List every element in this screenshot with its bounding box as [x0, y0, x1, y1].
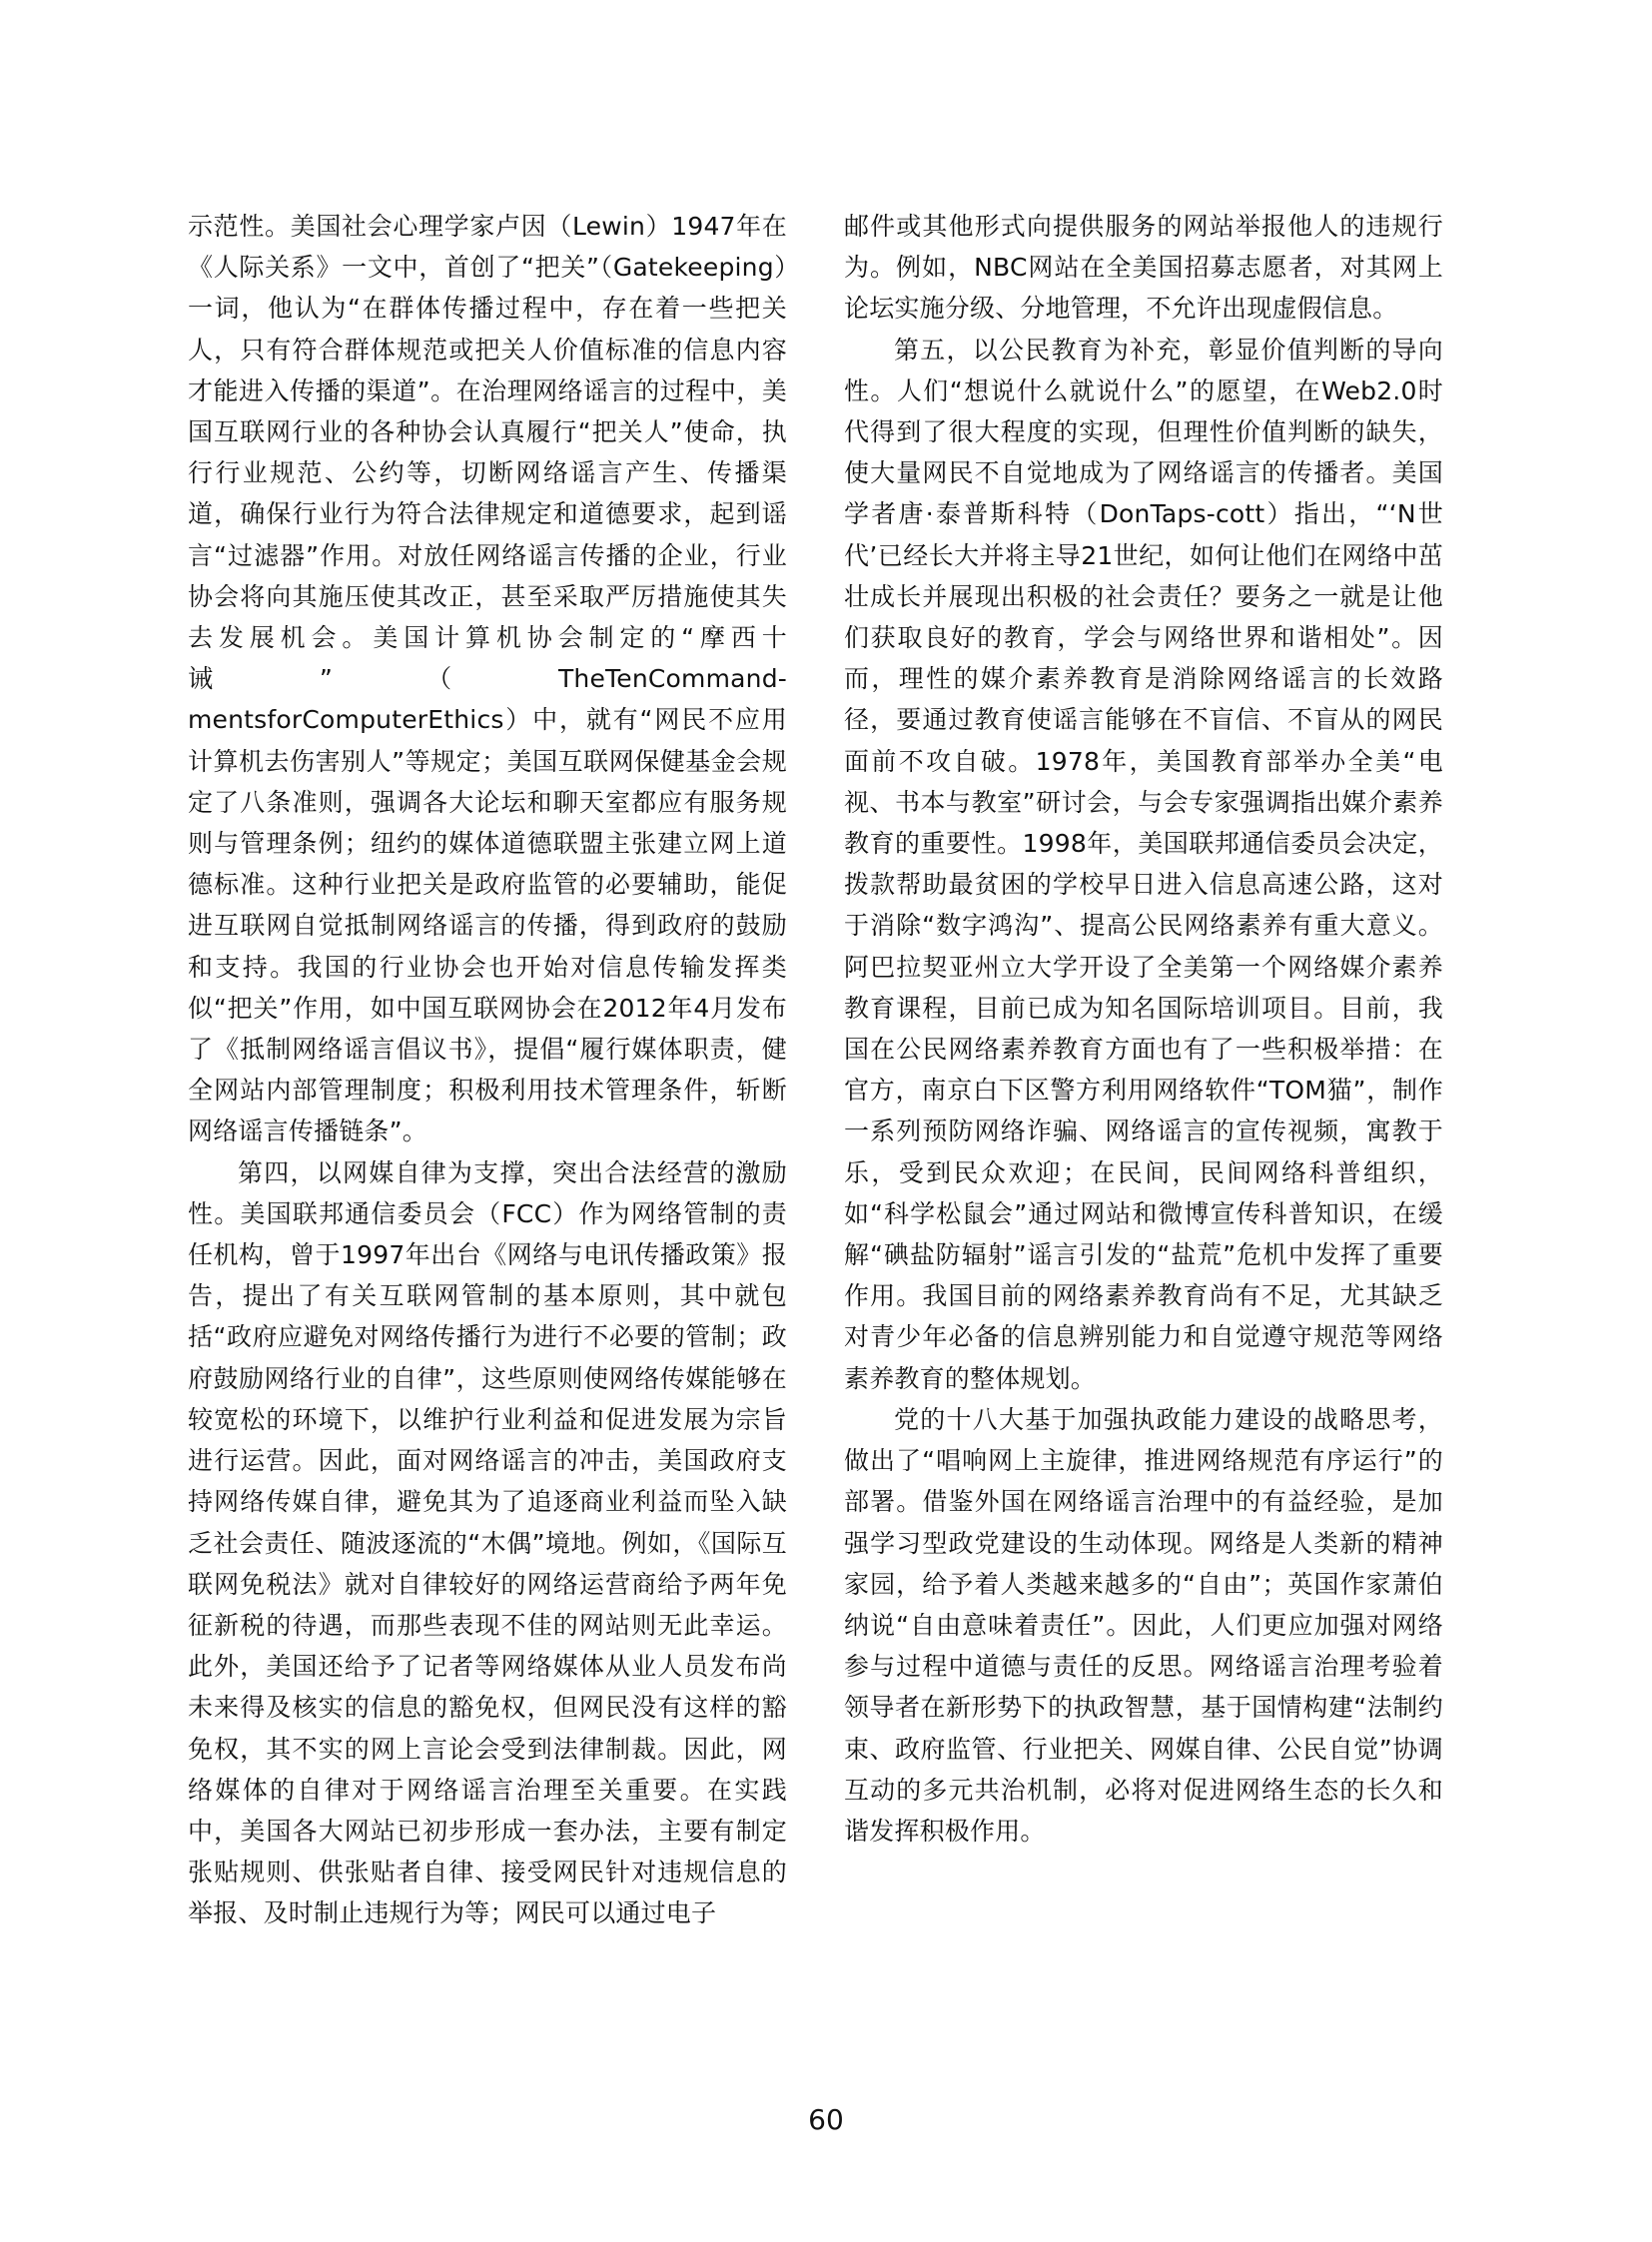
right-column	[844, 206, 1443, 1852]
page-number: 60	[808, 2103, 844, 2136]
paragraph: 邮件或其他形式向提供服务的网站举报他人的违规行为。例如，NBC网站在全美国招募志愿者，对其网上论坛实施分级、分地管理，不允许出现虚假信息。	[844, 212, 1443, 324]
paragraph: 第四，以网媒自律为支撑，突出合法经营的激励性。美国联邦通信委员会（FCC）作为网络管制的责任机构，曾于1997年出台《网络与电讯传播政策》报告，提出了有关互联网管制的基本原则，其中就包括“政府应避免对网络传播行为进行不必要的管制；政府鼓励网络行业的自律”，这些原则使网络传媒能够在较宽松的环境下，以维护行业利益和促进发展为宗旨进行运营。因此，面对网络谣言的冲击，美国政府支持网络传媒自律，避免其为了追逐商业利益而坠入缺乏社会责任、随波逐流的“木偶”境地。例如，《国际互联网免税法》就对自律较好的网络运营商给予两年免征新税的待遇，而那些表现不佳的网站则无此幸运。此外，美国还给予了记者等网络媒体从业人员发布尚未来得及核实的信息的豁免权，但网民没有这样的豁免权，其不实的网上言论会受到法律制裁。因此，网络媒体的自律对于网络谣言治理至关重要。在实践中，美国各大网站已初步形成一套办法，主要有制定张贴规则、供张贴者自律、接受网民针对违规信息的举报、及时制止违规行为等；网民可以通过电子	[188, 1157, 787, 1928]
paragraph: 党的十八大基于加强执政能力建设的战略思考，做出了“唱响网上主旋律，推进网络规范有序运行”的部署。借鉴外国在网络谣言治理中的有益经验，是加强学习型政党建设的生动体现。网络是人类新的精神家园，给予着人类越来越多的“自由”；英国作家萧伯纳说“自由意味着责任”。因此，人们更应加强对网络参与过程中道德与责任的反思。网络谣言治理考验着领导者在新形势下的执政智慧，基于国情构建“法制约束、政府监管、行业把关、网媒自律、公民自觉”协调互动的多元共治机制，必将对促进网络生态的长久和谐发挥积极作用。	[844, 1404, 1443, 1846]
paragraph: 示范性。美国社会心理学家卢因（Lewin）1947年在《人际关系》一文中，首创了“把关”（Gatekeeping）一词，他认为“在群体传播过程中，存在着一些把关人，只有符合群体规范或把关人价值标准的信息内容才能进入传播的渠道”。在治理网络谣言的过程中，美国互联网行业的各种协会认真履行“把关人”使命，执行行业规范、公约等，切断网络谣言产生、传播渠道，确保行业行为符合法律规定和道德要求，起到谣言“过滤器”作用。对放任网络谣言传播的企业，行业协会将向其施压使其改正，甚至采取严厉措施使其失去发展机会。美国计算机协会制定的“摩西十诫”（TheTenCommand-mentsforComputerEthics）中，就有“网民不应用计算机去伤害别人”等规定；美国互联网保健基金会规定了八条准则，强调各大论坛和聊天室都应有服务规则与管理条例；纽约的媒体道德联盟主张建立网上道德标准。这种行业把关是政府监管的必要辅助，能促进互联网自觉抵制网络谣言的传播，得到政府的鼓励和支持。我国的行业协会也开始对信息传输发挥类似“把关”作用，如中国互联网协会在2012年4月发布了《抵制网络谣言倡议书》，提倡“履行媒体职责，健全网站内部管理制度；积极利用技术管理条件，斩断网络谣言传播链条”。	[188, 212, 787, 1146]
paragraph: 第五，以公民教育为补充，彰显价值判断的导向性。人们“想说什么就说什么”的愿望，在Web2.0时代得到了很大程度的实现，但理性价值判断的缺失，使大量网民不自觉地成为了网络谣言的传播者。美国学者唐·泰普斯科特（DonTaps-cott）指出，“‘N世代’已经长大并将主导21世纪，如何让他们在网络中茁壮成长并展现出积极的社会责任？要务之一就是让他们获取良好的教育，学会与网络世界和谐相处”。因而，理性的媒介素养教育是消除网络谣言的长效路径，要通过教育使谣言能够在不盲信、不盲从的网民面前不攻自破。1978年，美国教育部举办全美“电视、书本与教室”研讨会，与会专家强调指出媒介素养教育的重要性。1998年，美国联邦通信委员会决定，拨款帮助最贫困的学校早日进入信息高速公路，这对于消除“数字鸿沟”、提高公民网络素养有重大意义。阿巴拉契亚州立大学开设了全美第一个网络媒介素养教育课程，目前已成为知名国际培训项目。目前，我国在公民网络素养教育方面也有了一些积极举措：在官方，南京白下区警方利用网络软件“TOM猫”，制作一系列预防网络诈骗、网络谣言的宣传视频，寓教于乐，受到民众欢迎；在民间，民间网络科普组织，如“科学松鼠会”通过网站和微博宣传科普知识，在缓解“碘盐防辐射”谣言引发的“盐荒”危机中发挥了重要作用。我国目前的网络素养教育尚有不足，尤其缺乏对青少年必备的信息辨别能力和自觉遵守规范等网络素养教育的整体规划。	[844, 335, 1443, 1393]
left-column	[188, 206, 787, 1934]
